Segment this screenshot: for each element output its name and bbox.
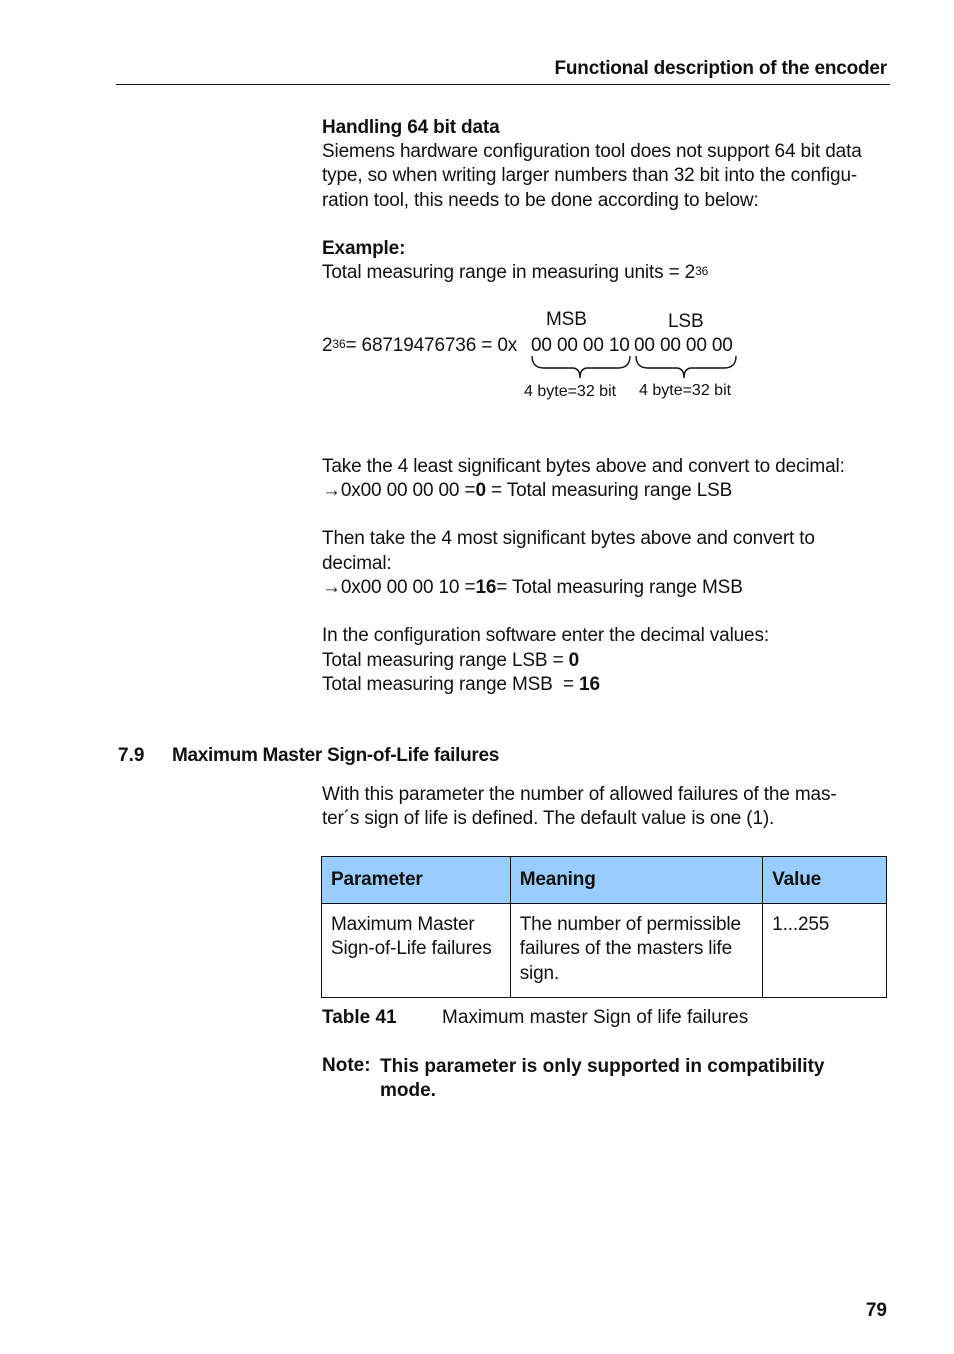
cell-parameter-line: Maximum Master bbox=[331, 914, 475, 935]
msb-bytes: 00 00 00 10 bbox=[531, 335, 630, 356]
equation-decimal: = 68719476736 = 0x bbox=[345, 335, 518, 356]
equation-base: 2 bbox=[322, 335, 333, 356]
lsb-label: LSB bbox=[668, 311, 704, 332]
handling-line-2: type, so when writing larger numbers than 32 bit into the configu- bbox=[322, 165, 858, 186]
section-desc-line-1: With this parameter the number of allowed failures of the mas- bbox=[322, 784, 837, 805]
header-rule bbox=[116, 84, 890, 85]
section-number: 7.9 bbox=[118, 745, 145, 766]
table-header-row bbox=[322, 857, 887, 904]
note-line-2: mode. bbox=[380, 1080, 436, 1102]
byte-braces bbox=[528, 354, 742, 384]
parameter-table bbox=[321, 856, 887, 998]
running-header: Functional description of the encoder bbox=[554, 58, 887, 79]
lsb-intro: Take the 4 least significant bytes above and convert to decimal: bbox=[322, 456, 845, 477]
cell-value: 1...255 bbox=[763, 904, 887, 998]
cell-meaning bbox=[510, 904, 762, 998]
note-text bbox=[380, 1055, 860, 1104]
msb-brace bbox=[532, 356, 630, 378]
handling-line-3: ration tool, this needs to be done according to below: bbox=[322, 190, 759, 211]
column-header-parameter: Parameter bbox=[322, 857, 511, 904]
equation-exponent: 36 bbox=[332, 337, 346, 351]
lsb-hex: 0x00 00 00 00 = bbox=[340, 480, 476, 501]
example-range-text: Total measuring range in measuring units = 2 bbox=[322, 262, 696, 283]
config-lsb-line bbox=[322, 649, 579, 673]
handling-line-1: Siemens hardware configuration tool does not support 64 bit data bbox=[322, 141, 862, 162]
note-line-1: This parameter is only supported in compatibility bbox=[380, 1056, 825, 1077]
table-caption-text: Maximum master Sign of life failures bbox=[442, 1007, 749, 1028]
cell-meaning-line: sign. bbox=[519, 962, 560, 984]
note-label: Note: bbox=[322, 1055, 371, 1076]
page-number: 79 bbox=[865, 1300, 887, 1321]
example-range-exponent: 36 bbox=[695, 264, 709, 278]
power-equation bbox=[322, 334, 517, 359]
arrow-right-icon: → bbox=[322, 480, 341, 501]
msb-intro-line-1: Then take the 4 most significant bytes above and convert to bbox=[322, 528, 815, 549]
example-range-line bbox=[322, 261, 708, 286]
table-row bbox=[322, 904, 887, 998]
column-header-meaning: Meaning bbox=[510, 857, 762, 904]
arrow-right-icon: → bbox=[322, 577, 341, 598]
lsb-decimal-value: 0 bbox=[475, 480, 486, 501]
table-caption-label: Table 41 bbox=[322, 1007, 397, 1028]
lsb-result-line bbox=[322, 479, 732, 503]
handling-heading: Handling 64 bit data bbox=[322, 117, 500, 138]
config-intro: In the configuration software enter the decimal values: bbox=[322, 625, 769, 646]
lsb-result-suffix: = Total measuring range LSB bbox=[485, 480, 733, 501]
cell-parameter-line: Sign-of-Life failures bbox=[331, 938, 492, 960]
config-msb-line bbox=[322, 673, 600, 697]
config-lsb-label: Total measuring range LSB = bbox=[322, 650, 569, 671]
msb-brace-label: 4 byte=32 bit bbox=[524, 383, 617, 400]
cell-parameter bbox=[322, 904, 511, 998]
section-desc-line-2: ter´s sign of life is defined. The default value is one (1). bbox=[322, 808, 775, 829]
lsb-bytes: 00 00 00 00 bbox=[634, 335, 733, 356]
column-header-value: Value bbox=[763, 857, 887, 904]
cell-meaning-line: failures of the masters life bbox=[519, 938, 732, 960]
section-title: Maximum Master Sign-of-Life failures bbox=[172, 745, 500, 766]
msb-intro-line-2: decimal: bbox=[322, 553, 392, 574]
msb-hex: 0x00 00 00 10 = bbox=[340, 577, 476, 598]
config-lsb-value: 0 bbox=[568, 650, 580, 671]
cell-meaning-line: The number of permissible bbox=[519, 914, 741, 935]
msb-label: MSB bbox=[546, 309, 587, 330]
config-msb-label: Total measuring range MSB = bbox=[322, 674, 580, 695]
config-msb-value: 16 bbox=[579, 674, 600, 695]
lsb-brace bbox=[636, 356, 736, 378]
msb-decimal-value: 16 bbox=[475, 577, 497, 598]
example-heading: Example: bbox=[322, 238, 406, 259]
lsb-brace-label: 4 byte=32 bit bbox=[639, 382, 732, 399]
msb-result-suffix: = Total measuring range MSB bbox=[496, 577, 743, 598]
msb-result-line bbox=[322, 576, 743, 600]
